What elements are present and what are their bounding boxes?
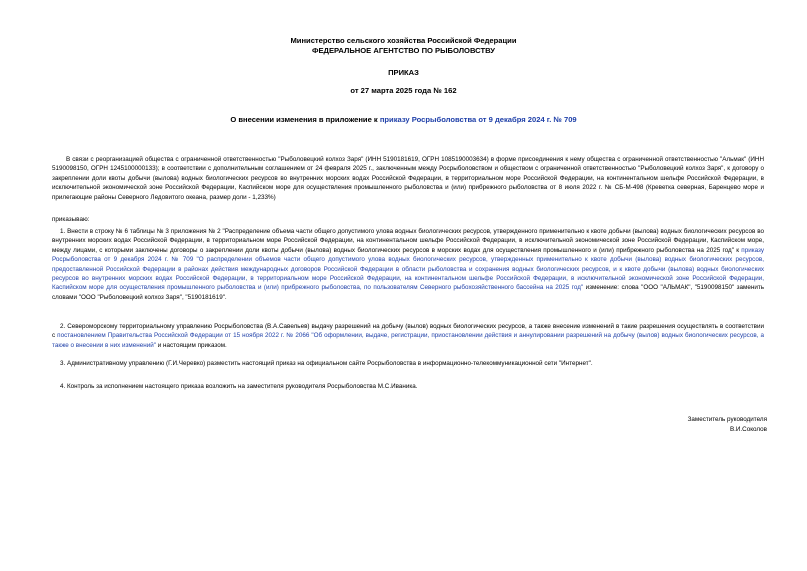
intro-paragraph: В связи с реорганизацией общества с ограниченной ответственностью "Рыболовецкий колхоз Заря" (ИНН 5190181619, ОГРН 1085190003634) в форме присоединения к нему общества с ограниченной ответственностью "Альмак" (ИНН 5190098150, ОГРН 1245100000133); в соответствии с дополнительным соглашением от 24 февраля 2025 г., заключенным между Росрыболовством и обществом с ограниченной ответственностью "Рыболовецкий колхоз Заря", к договору о закреплении доли квоты добычи (вылова) водных биологических ресурсов во внутренних морских водах Российской Федерации, в территориальном море Российской Федерации, на континентальном шельфе Российской Федерации, в исключительной экономической зоне Российской Федерации, Каспийском море для осуществления промышленного рыболовства и (или) прибрежного рыболовства от 8 июля 2022 г. № СБ-М-498 (Креветка северная, Баренцево море и прилегающие районы Северного Ледовитого океана, размер доли - 1,233%) xyxy=(52,156,764,201)
item-2-text-a: 2. Североморскому территориальному управлению Росрыболовства (В.А.Савельев) выдачу разрешений на добычу (вылов) водных биологических ресурсов, а также внесение изменений в такие разрешения осуществлять в соответствии с xyxy=(52,323,764,340)
item-1-paragraph xyxy=(52,227,764,302)
item-2-paragraph xyxy=(52,322,764,350)
item-2-link[interactable]: постановлением Правительства Российской Федерации от 15 ноября 2022 г. № 2066 "Об оформлении, выдаче, регистрации, приостановлении действия и аннулировании разрешений на добычу (вылов) водных биологических ресурсов, а также о внесении в них изменений" xyxy=(52,332,764,349)
subject-prefix: О внесении изменения в приложение к xyxy=(230,115,380,124)
subject-link[interactable]: приказу Росрыболовства от 9 декабря 2024 г. № 709 xyxy=(379,115,577,124)
item-1-text-b: изменение: слова "ООО "АЛЬМАК", "5190098150" заменить словами "ООО "Рыболовецкий колхоз Заря", "5190181619". xyxy=(52,284,765,301)
ministry-name: Министерство сельского хозяйства Российской Федерации xyxy=(290,36,517,45)
document-date-number: от 27 марта 2025 года № 162 xyxy=(350,86,457,95)
item-1-link[interactable]: приказу Росрыболовства от 9 декабря 2024 г. № 709 "О распределении объемов части общего допустимого улова водных биологических ресурсов, утвержденных применительно к квоте добычи (вылова) водных биологических ресурсов, предоставленной Российской Федерации в районах действия международных договоров Российской Федерации в области рыболовства и сохранения водных биологических ресурсов, и к квоте добычи (вылова) водных биологических ресурсов во внутренних морских водах Российской Федерации, в территориальном море Российской Федерации, на континентальном шельфе Российской Федерации, в исключительной экономической зоне Российской Федерации, Каспийском море для осуществления промышленного рыболовства и (или) прибрежного рыболовства, по пользователям Северного рыбохозяйственного бассейна на 2025 год" xyxy=(52,246,764,292)
item-1-text-a: 1. Внести в строку № 6 таблицы № 3 приложения № 2 "Распределение объема части общего допустимого улова водных биологических ресурсов, утвержденного применительно к квоте добычи (вылова) водных биологических ресурсов во внутренних морских водах Российской Федерации, в территориальном море Российской Федерации, на континентальном шельфе Российской Федерации, в исключительной экономической зоне Российской Федерации, Каспийском море, между лицами, с которыми заключены договоры о закреплении доли квоты добычи (вылова) водных биологических ресурсов в морских водах для осуществления промышленного и (или) прибрежного рыболовства на 2025 год" к xyxy=(52,228,764,254)
agency-name: ФЕДЕРАЛЬНОЕ АГЕНТСТВО ПО РЫБОЛОВСТВУ xyxy=(312,46,495,55)
signature-title: Заместитель руководителя xyxy=(687,416,767,423)
item-3-paragraph: 3. Административному управлению (Г.И.Черевко) разместить настоящий приказ на официальном сайте Росрыболовства в информационно-телекоммуникационной сети "Интернет". xyxy=(60,360,593,367)
document-type: ПРИКАЗ xyxy=(388,68,419,77)
orders-label: приказываю: xyxy=(52,216,90,223)
signature-name: В.И.Соколов xyxy=(729,426,767,433)
document-subject xyxy=(0,115,807,125)
item-4-paragraph: 4. Контроль за исполнением настоящего приказа возложить на заместителя руководителя Росрыболовства М.С.Иваника. xyxy=(60,383,418,390)
item-2-text-b: и настоящим приказом. xyxy=(155,341,227,349)
